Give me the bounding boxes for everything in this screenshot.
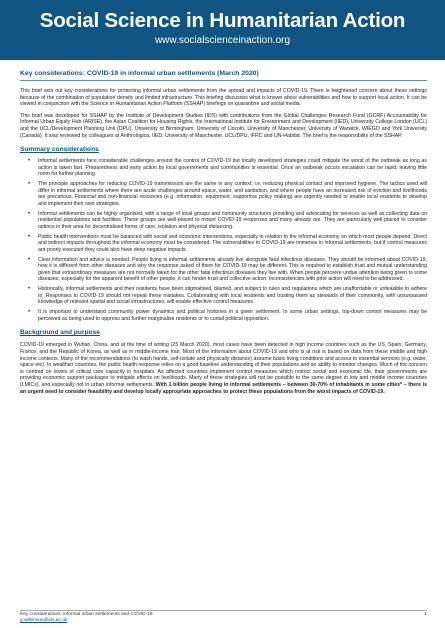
list-item xyxy=(28,181,427,207)
intro-paragraph-1: This brief sets out key considerations for protecting informal urban settlements from the spread and impacts of COVID-19. There is heightened concern about these settings because of the combination of population density and limited infrastructure. This briefing discusses what is known about vulnerabilities and how to support local action. It can be viewed in conjunction with the Science in Humanitarian Action Platform (SSHAP) briefings on quarantine and social media. xyxy=(20,88,427,108)
list-item xyxy=(28,256,427,283)
summary-bullet-text: The principle approaches for reducing COVID-19 transmission are the same in any context; i.e. reducing physical contact and improved hygiene. The tactics used will differ in informal settlements where there are acute challenges around space, water, and sanitation, and where people have an increased risk of eviction and livelihoods are precarious. Financial and non-financial resources (e.g. information, equipment, supportive policy making) are urgently needed to enable local residents to develop and implement their own strategies. xyxy=(38,181,427,207)
summary-heading: Summary considerations xyxy=(20,146,99,154)
summary-bullet-text: Informal settlements can be highly organised, with a range of local groups and community structures providing and advocating for services as well as collecting data on residential populations and facilities. These groups are well-placed to mount COVID-19 responses and many already are. They are particularly well-placed to consider options in their area for decentralised forms of care, isolation and physical distancing. xyxy=(38,210,427,230)
list-item xyxy=(28,233,427,254)
bullet-icon: • xyxy=(28,210,31,217)
summary-bullet-text: It is important to understand community power dynamics and political histories in a given settlement. In some urban settings, top-down control measures may be perceived as being used to oppress and further marginalise residents or to curtail political opposition. xyxy=(38,309,427,322)
background-paragraph xyxy=(20,342,427,395)
background-bold-text: With 1 billion people living in informal settlements – between 30-70% of inhabitants in some cities* – there is an urgent need to consider feasibility and develop locally appropriate approaches to protect these populations from the worst impacts of COVID-19. xyxy=(20,381,427,395)
bullet-icon: • xyxy=(28,158,31,165)
footer-email-link[interactable]: g.wilkinson@ids.ac.uk xyxy=(20,618,68,623)
title-divider xyxy=(20,80,427,81)
list-item xyxy=(28,309,427,322)
list-item xyxy=(28,158,427,178)
intro-paragraph-2: This brief was developed for SSHAP by the Institute of Development Studies (IDS) with contributions from the Global Challenges Research Fund (GCRF) Accountability for Informal Urban Equity Hub (ARISE), the Asian Coalition for Housing Rights, the International Institute for Environment and Development (IIED), University College London (UCL) and the UCL/Development Planning Unit (DPU), University of Birmingham, University of Lincoln, University of Manchester, University of Warwick, WIEGO and York University (Canada). It was reviewed by colleagues at Anthrologica, IIED, University of Manchester, UCL/DPU, IFRC and UN-Habitat. The brief is the responsibility of the SSHAP. xyxy=(20,112,427,139)
list-item xyxy=(28,210,427,231)
list-item xyxy=(28,286,427,306)
page-footer xyxy=(20,612,427,624)
bullet-icon: • xyxy=(28,181,31,188)
summary-list xyxy=(20,158,427,322)
header-banner xyxy=(0,0,445,60)
footer-title: Key considerations: informal urban settlements and COVID-19 xyxy=(20,612,153,617)
summary-bullet-text: Historically, informal settlements and their residents have been stigmatised, blamed, and subject to rules and regulations which are unaffordable or unfeasible to adhere to. Responses to COVID-19 should not repeat these mistakes. Collaborating with local residents and trusting them as stewards of their community, with unsurpassed knowledge of relevant spatial and social infrastructures, will enable effective control measures. xyxy=(38,286,427,306)
bullet-icon: • xyxy=(28,309,31,316)
bullet-icon: • xyxy=(28,286,31,293)
footer-divider xyxy=(20,610,427,611)
summary-bullet-text: Informal settlements face considerable challenges around the control of COVID-19 but locally developed strategies could mitigate the worst of the outbreak as long as action is taken fast. Preparedness and early action by local governments and communities is essential. Once an outbreak occurs escalation can be rapid, leaving little room for further planning. xyxy=(38,158,427,178)
background-heading: Background and purpose xyxy=(20,329,100,337)
page-number: 1 xyxy=(424,612,427,617)
summary-bullet-text: Public health interventions must be balanced with social and economic interventions, especially in relation to the informal economy on which most people depend. Direct and indirect impacts throughout the informal economy must be considered. The vulnerabilities to COVID-19 are immense in informal settlements, but if control measures are poorly executed they could also have deep negative impacts. xyxy=(38,233,427,253)
document-body xyxy=(0,69,445,395)
summary-bullet-text: Clear information and advice is needed. People living in informal settlements already live alongside fatal infectious diseases. They should be informed about COVID-19, how it is different from other diseases and why the response asked of them for COVID-19 may be different. This is required to establish trust and mutual understanding given that extraordinary measures are not normally taken for the other fatal infectious diseases they live with. When people perceive undue attention being given to some diseases, especially for the apparent benefit of other people, it can hinder trust and collective action. Inconsistencies with prior action will need to be addressed. xyxy=(38,256,427,283)
banner-url[interactable]: www.socialscienceinaction.org xyxy=(154,35,291,46)
banner-title: Social Science in Humanitarian Action xyxy=(39,9,406,32)
bullet-icon: • xyxy=(28,256,31,263)
bullet-icon: • xyxy=(28,233,31,240)
page-title: Key considerations: COVID-19 in informal urban settlements (March 2020) xyxy=(20,70,259,77)
background-text: COVID-19 emerged in Wuhan, China, and at the time of writing (25 March 2020), most cases have been detected in high income countries such as the US, Spain, Germany, France, and the Republic of Korea, as well as in middle-income Iran. Most of the information about COVID-19 and who is at risk is based on data from these middle and high income contexts. Many of the recommendations (to wash hands, self-isolate and physically distance) assume basic living conditions and access to essential services (e.g. water, space etc). In wealthier countries, the public health response relies on a good baseline understanding of their populations and an ability to monitor changes. Much of the concern is centred on levels of critical care capacity in hospitals. As affected countries implement control measures which restrict social and economic life, their governments are providing economic support packages to mitigate effects on livelihoods. Many of these strategies will not be possible to the same degree in low and middle income countries (LMICs), and especially not in urban informal settlements. xyxy=(20,342,427,388)
